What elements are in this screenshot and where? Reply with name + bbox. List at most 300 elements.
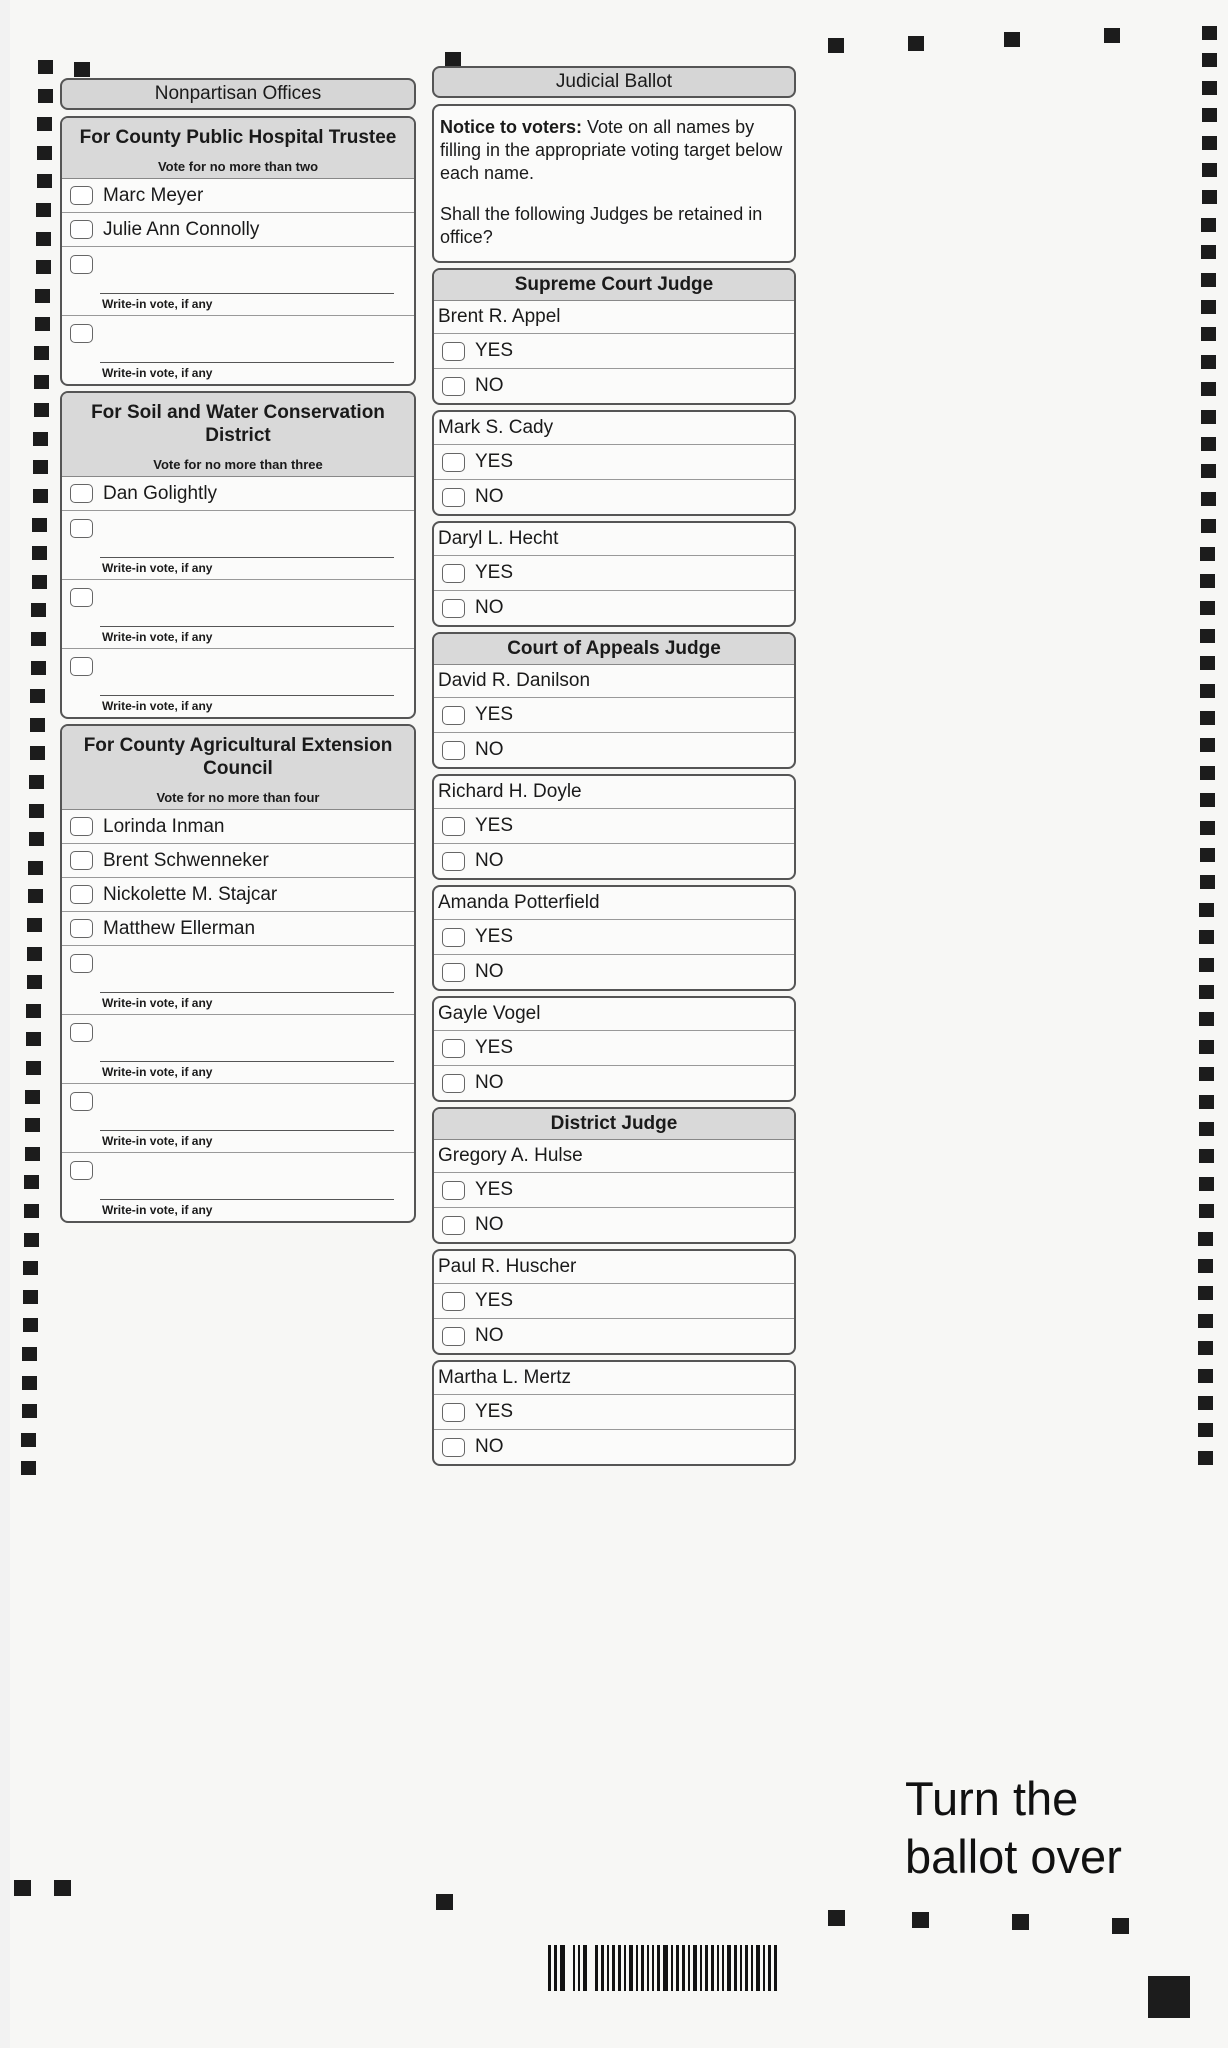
left-timing-mark xyxy=(38,89,53,103)
contest-instruction: Vote for no more than four xyxy=(156,790,320,805)
bottom-timing-mark xyxy=(1112,1918,1129,1934)
vote-target-oval[interactable] xyxy=(442,1327,465,1346)
right-timing-mark xyxy=(1201,218,1216,232)
retain-no-row[interactable] xyxy=(434,1430,794,1464)
candidate-name: Matthew Ellerman xyxy=(103,917,256,939)
right-timing-mark xyxy=(1199,1095,1214,1109)
left-timing-mark xyxy=(23,1290,38,1304)
vote-target-oval[interactable] xyxy=(70,186,93,205)
left-timing-mark xyxy=(29,804,44,818)
write-in-label: Write-in vote, if any xyxy=(102,561,213,575)
contest-header xyxy=(62,726,414,810)
judge-retention-box xyxy=(432,410,796,516)
left-timing-mark xyxy=(36,203,51,217)
office-title: Supreme Court Judge xyxy=(434,270,794,301)
barcode-bar xyxy=(676,1945,679,1991)
right-timing-mark xyxy=(1198,1341,1213,1355)
right-timing-mark xyxy=(1202,26,1217,40)
write-in-row[interactable] xyxy=(62,580,414,649)
candidate-name: Nickolette M. Stajcar xyxy=(103,883,278,905)
right-timing-mark xyxy=(1198,1451,1213,1465)
office-title: Court of Appeals Judge xyxy=(434,634,794,665)
vote-target-oval[interactable] xyxy=(442,599,465,618)
contest-box xyxy=(60,116,416,386)
write-in-line[interactable] xyxy=(100,1130,394,1131)
left-timing-mark xyxy=(24,1233,39,1247)
right-timing-mark xyxy=(1200,711,1215,725)
right-timing-mark xyxy=(1201,464,1216,478)
left-timing-mark xyxy=(26,1004,41,1018)
retain-no-row[interactable] xyxy=(434,591,794,625)
right-timing-mark xyxy=(1198,1314,1213,1328)
no-label: NO xyxy=(475,486,504,507)
barcode-bar xyxy=(763,1945,765,1991)
write-in-line[interactable] xyxy=(100,293,394,294)
left-timing-mark xyxy=(31,632,46,646)
candidate-row[interactable] xyxy=(62,477,414,511)
left-timing-mark xyxy=(25,1118,40,1132)
retain-no-row[interactable] xyxy=(434,369,794,403)
barcode-bar xyxy=(688,1945,690,1991)
yes-label: YES xyxy=(475,1179,514,1200)
barcode-bar xyxy=(745,1945,748,1991)
write-in-oval[interactable] xyxy=(70,657,93,676)
candidate-name: Dan Golightly xyxy=(103,482,218,504)
right-timing-mark xyxy=(1198,1396,1213,1410)
write-in-line[interactable] xyxy=(100,557,394,558)
left-timing-mark xyxy=(24,1175,39,1189)
office-title: District Judge xyxy=(434,1109,794,1140)
left-timing-mark xyxy=(22,1376,37,1390)
write-in-label: Write-in vote, if any xyxy=(102,297,213,311)
left-timing-mark xyxy=(29,832,44,846)
vote-target-oval[interactable] xyxy=(442,1216,465,1235)
write-in-line[interactable] xyxy=(100,626,394,627)
yes-label: YES xyxy=(475,1037,514,1058)
barcode-bar xyxy=(647,1945,649,1991)
right-timing-mark xyxy=(1199,1122,1214,1136)
judge-retention-box xyxy=(432,774,796,880)
judicial-header: Judicial Ballot xyxy=(432,66,796,98)
barcode-bar xyxy=(618,1945,621,1991)
right-timing-mark xyxy=(1199,930,1214,944)
write-in-row[interactable] xyxy=(62,946,414,1015)
right-timing-mark xyxy=(1200,875,1215,889)
right-timing-mark xyxy=(1201,245,1216,259)
vote-target-oval[interactable] xyxy=(442,706,465,725)
retain-yes-row[interactable] xyxy=(434,334,794,369)
yes-label: YES xyxy=(475,815,514,836)
write-in-oval[interactable] xyxy=(70,324,93,343)
left-timing-mark xyxy=(22,1404,37,1418)
barcode-bar xyxy=(583,1945,587,1991)
judge-retention-box xyxy=(432,1107,796,1244)
left-timing-mark xyxy=(31,603,46,617)
left-timing-mark xyxy=(33,489,48,503)
barcode-bar xyxy=(700,1945,702,1991)
left-timing-mark xyxy=(33,460,48,474)
vote-target-oval[interactable] xyxy=(70,885,93,904)
retain-no-row[interactable] xyxy=(434,480,794,514)
barcode-bar xyxy=(548,1945,551,1991)
judge-name: Paul R. Huscher xyxy=(434,1251,794,1284)
right-timing-mark xyxy=(1200,574,1215,588)
candidate-row[interactable] xyxy=(62,213,414,247)
write-in-oval[interactable] xyxy=(70,1092,93,1111)
yes-label: YES xyxy=(475,1401,514,1422)
yes-label: YES xyxy=(475,451,514,472)
barcode-bar xyxy=(693,1945,697,1991)
write-in-line[interactable] xyxy=(100,992,394,993)
barcode xyxy=(548,1945,780,1991)
left-timing-mark xyxy=(24,1204,39,1218)
judge-name: Mark S. Cady xyxy=(434,412,794,445)
barcode-bar xyxy=(601,1945,604,1991)
write-in-label: Write-in vote, if any xyxy=(102,366,213,380)
left-timing-mark xyxy=(37,117,52,131)
contest-title: For Soil and Water Conservation District xyxy=(91,402,385,446)
candidate-row[interactable] xyxy=(62,844,414,878)
no-label: NO xyxy=(475,1436,504,1457)
candidate-row[interactable] xyxy=(62,878,414,912)
contest-header xyxy=(62,118,414,179)
right-timing-mark xyxy=(1202,136,1217,150)
vote-target-oval[interactable] xyxy=(442,1181,465,1200)
barcode-bar xyxy=(711,1945,714,1991)
left-timing-mark xyxy=(32,575,47,589)
candidate-row[interactable] xyxy=(62,810,414,844)
right-timing-mark xyxy=(1201,300,1216,314)
yes-label: YES xyxy=(475,562,514,583)
contest-instruction: Vote for no more than two xyxy=(157,159,319,174)
right-timing-mark xyxy=(1201,327,1216,341)
retain-no-row[interactable] xyxy=(434,1319,794,1353)
right-timing-mark xyxy=(1199,1012,1214,1026)
barcode-bar xyxy=(756,1945,760,1991)
write-in-oval[interactable] xyxy=(70,255,93,274)
barcode-bar xyxy=(652,1945,654,1991)
left-timing-mark xyxy=(36,260,51,274)
vote-target-oval[interactable] xyxy=(442,342,465,361)
top-timing-mark xyxy=(445,52,461,67)
barcode-bar xyxy=(705,1945,708,1991)
contest-header xyxy=(62,393,414,477)
write-in-line[interactable] xyxy=(100,362,394,363)
vote-target-oval[interactable] xyxy=(70,851,93,870)
vote-target-oval[interactable] xyxy=(442,1292,465,1311)
retain-yes-row[interactable] xyxy=(434,1395,794,1430)
barcode-bar xyxy=(682,1945,685,1991)
write-in-oval[interactable] xyxy=(70,1161,93,1180)
left-timing-mark xyxy=(34,403,49,417)
left-timing-mark xyxy=(35,289,50,303)
vote-target-oval[interactable] xyxy=(70,220,93,239)
right-timing-mark xyxy=(1200,848,1215,862)
write-in-label: Write-in vote, if any xyxy=(102,1203,213,1217)
vote-target-oval[interactable] xyxy=(70,484,93,503)
barcode-bar xyxy=(734,1945,737,1991)
right-timing-mark xyxy=(1201,492,1216,506)
right-timing-mark xyxy=(1202,163,1217,177)
right-timing-mark xyxy=(1202,53,1217,67)
vote-target-oval[interactable] xyxy=(442,928,465,947)
nonpartisan-column xyxy=(60,78,416,1228)
yes-label: YES xyxy=(475,340,514,361)
notice-text: Vote on all names by filling in the appropriate voting target below each name. xyxy=(440,117,783,183)
contest-box xyxy=(60,391,416,719)
retain-no-row[interactable] xyxy=(434,733,794,767)
write-in-oval[interactable] xyxy=(70,1023,93,1042)
left-timing-mark xyxy=(31,661,46,675)
write-in-oval[interactable] xyxy=(70,519,93,538)
judge-retention-box xyxy=(432,521,796,627)
judge-retention-box xyxy=(432,885,796,991)
right-timing-mark xyxy=(1201,273,1216,287)
top-timing-mark xyxy=(1004,32,1020,47)
right-timing-mark xyxy=(1198,1286,1213,1300)
judge-name: Amanda Potterfield xyxy=(434,887,794,920)
yes-label: YES xyxy=(475,926,514,947)
notice-bold: Notice to voters: xyxy=(440,117,583,137)
right-timing-mark xyxy=(1201,355,1216,369)
no-label: NO xyxy=(475,1325,504,1346)
candidate-row[interactable] xyxy=(62,179,414,213)
right-timing-mark xyxy=(1200,738,1215,752)
judicial-column xyxy=(432,66,796,1471)
contest-title: For County Public Hospital Trustee xyxy=(79,127,397,148)
left-timing-mark xyxy=(34,375,49,389)
judge-name: Gregory A. Hulse xyxy=(434,1140,794,1173)
corner-registration-mark xyxy=(1148,1976,1190,2018)
retain-no-row[interactable] xyxy=(434,955,794,989)
write-in-row[interactable] xyxy=(62,511,414,580)
left-timing-mark xyxy=(30,718,45,732)
right-timing-mark xyxy=(1199,1040,1214,1054)
vote-target-oval[interactable] xyxy=(70,817,93,836)
right-timing-mark xyxy=(1202,81,1217,95)
retain-yes-row[interactable] xyxy=(434,445,794,480)
contest-title: For County Agricultural Extension Council xyxy=(83,735,393,779)
judge-name: Gayle Vogel xyxy=(434,998,794,1031)
vote-target-oval[interactable] xyxy=(442,817,465,836)
judge-name: Daryl L. Hecht xyxy=(434,523,794,556)
yes-label: YES xyxy=(475,1290,514,1311)
right-timing-mark xyxy=(1199,1149,1214,1163)
vote-target-oval[interactable] xyxy=(442,741,465,760)
right-timing-mark xyxy=(1200,684,1215,698)
right-timing-mark xyxy=(1198,1369,1213,1383)
right-timing-mark xyxy=(1198,1232,1213,1246)
right-timing-mark xyxy=(1202,190,1217,204)
vote-target-oval[interactable] xyxy=(442,377,465,396)
vote-target-oval[interactable] xyxy=(442,852,465,871)
left-timing-mark xyxy=(32,518,47,532)
no-label: NO xyxy=(475,850,504,871)
no-label: NO xyxy=(475,1072,504,1093)
barcode-bar xyxy=(751,1945,753,1991)
no-label: NO xyxy=(475,961,504,982)
write-in-oval[interactable] xyxy=(70,954,93,973)
left-timing-mark xyxy=(23,1261,38,1275)
write-in-label: Write-in vote, if any xyxy=(102,630,213,644)
barcode-bar xyxy=(578,1945,580,1991)
notice-to-voters xyxy=(432,104,796,263)
left-timing-mark xyxy=(30,689,45,703)
left-timing-mark xyxy=(26,1061,41,1075)
right-timing-mark xyxy=(1200,766,1215,780)
left-timing-mark xyxy=(30,746,45,760)
write-in-row[interactable] xyxy=(62,1015,414,1084)
retain-yes-row[interactable] xyxy=(434,698,794,733)
turn-ballot-over xyxy=(905,1770,1122,1886)
right-timing-mark xyxy=(1201,410,1216,424)
barcode-bar xyxy=(657,1945,660,1991)
write-in-row[interactable] xyxy=(62,1153,414,1221)
left-timing-mark xyxy=(28,861,43,875)
retain-yes-row[interactable] xyxy=(434,920,794,955)
left-timing-mark xyxy=(32,546,47,560)
write-in-row[interactable] xyxy=(62,649,414,717)
no-label: NO xyxy=(475,1214,504,1235)
right-timing-mark xyxy=(1199,1204,1214,1218)
right-timing-mark xyxy=(1198,1259,1213,1273)
right-timing-mark xyxy=(1200,793,1215,807)
right-timing-mark xyxy=(1201,382,1216,396)
judge-name: Richard H. Doyle xyxy=(434,776,794,809)
candidate-name: Julie Ann Connolly xyxy=(103,218,260,240)
write-in-line[interactable] xyxy=(100,695,394,696)
top-timing-mark xyxy=(908,36,924,51)
barcode-bar xyxy=(671,1945,673,1991)
vote-target-oval[interactable] xyxy=(442,564,465,583)
vote-target-oval[interactable] xyxy=(442,1039,465,1058)
vote-target-oval[interactable] xyxy=(442,1074,465,1093)
barcode-bar xyxy=(629,1945,633,1991)
vote-target-oval[interactable] xyxy=(442,453,465,472)
right-timing-mark xyxy=(1200,629,1215,643)
vote-target-oval[interactable] xyxy=(442,963,465,982)
bottom-timing-mark xyxy=(14,1880,31,1896)
bottom-timing-mark xyxy=(436,1894,453,1910)
write-in-label: Write-in vote, if any xyxy=(102,1134,213,1148)
left-timing-mark xyxy=(29,775,44,789)
write-in-label: Write-in vote, if any xyxy=(102,1065,213,1079)
retain-yes-row[interactable] xyxy=(434,556,794,591)
barcode-bar xyxy=(641,1945,644,1991)
left-timing-mark xyxy=(26,1032,41,1046)
write-in-label: Write-in vote, if any xyxy=(102,699,213,713)
left-timing-mark xyxy=(21,1433,36,1447)
retain-no-row[interactable] xyxy=(434,1208,794,1242)
write-in-row[interactable] xyxy=(62,1084,414,1153)
left-timing-mark xyxy=(23,1318,38,1332)
top-timing-mark xyxy=(828,38,844,53)
left-timing-mark xyxy=(27,918,42,932)
write-in-row[interactable] xyxy=(62,247,414,316)
no-label: NO xyxy=(475,375,504,396)
write-in-line[interactable] xyxy=(100,1199,394,1200)
candidate-name: Brent Schwenneker xyxy=(103,849,269,871)
judge-retention-box xyxy=(432,632,796,769)
nonpartisan-header: Nonpartisan Offices xyxy=(60,78,416,110)
barcode-bar xyxy=(740,1945,742,1991)
candidate-name: Lorinda Inman xyxy=(103,815,225,837)
bottom-timing-mark xyxy=(828,1910,845,1926)
vote-target-oval[interactable] xyxy=(442,488,465,507)
right-timing-mark xyxy=(1200,547,1215,561)
right-timing-mark xyxy=(1198,1423,1213,1437)
judge-retention-box xyxy=(432,996,796,1102)
left-timing-mark xyxy=(36,232,51,246)
barcode-bar xyxy=(768,1945,771,1991)
write-in-oval[interactable] xyxy=(70,588,93,607)
vote-target-oval[interactable] xyxy=(442,1403,465,1422)
judge-retention-box xyxy=(432,268,796,405)
retain-yes-row[interactable] xyxy=(434,1173,794,1208)
write-in-row[interactable] xyxy=(62,316,414,384)
left-timing-mark xyxy=(35,317,50,331)
no-label: NO xyxy=(475,597,504,618)
barcode-bar xyxy=(612,1945,615,1991)
left-timing-mark xyxy=(27,947,42,961)
candidate-row[interactable] xyxy=(62,912,414,946)
right-timing-mark xyxy=(1200,656,1215,670)
barcode-bar xyxy=(573,1945,575,1991)
turn-line-1: Turn the xyxy=(905,1772,1079,1825)
right-timing-mark xyxy=(1202,108,1217,122)
left-timing-mark xyxy=(28,889,43,903)
right-timing-mark xyxy=(1199,958,1214,972)
write-in-line[interactable] xyxy=(100,1061,394,1062)
retain-yes-row[interactable] xyxy=(434,1031,794,1066)
right-timing-mark xyxy=(1199,1177,1214,1191)
yes-label: YES xyxy=(475,704,514,725)
right-timing-mark xyxy=(1200,601,1215,615)
left-timing-mark xyxy=(27,975,42,989)
right-timing-mark xyxy=(1199,985,1214,999)
judge-retention-box xyxy=(432,1360,796,1466)
right-timing-mark xyxy=(1200,821,1215,835)
vote-target-oval[interactable] xyxy=(442,1438,465,1457)
barcode-bar xyxy=(560,1945,565,1991)
left-timing-mark xyxy=(22,1347,37,1361)
left-timing-mark xyxy=(33,432,48,446)
barcode-bar xyxy=(636,1945,638,1991)
contest-instruction: Vote for no more than three xyxy=(153,457,323,472)
left-timing-mark xyxy=(38,60,53,74)
right-timing-mark xyxy=(1199,1067,1214,1081)
vote-target-oval[interactable] xyxy=(70,919,93,938)
retain-yes-row[interactable] xyxy=(434,1284,794,1319)
retain-no-row[interactable] xyxy=(434,844,794,878)
top-timing-mark xyxy=(74,62,90,77)
candidate-name: Marc Meyer xyxy=(103,184,204,206)
right-timing-mark xyxy=(1201,519,1216,533)
judge-name: David R. Danilson xyxy=(434,665,794,698)
barcode-bar xyxy=(727,1945,731,1991)
barcode-bar xyxy=(663,1945,668,1991)
no-label: NO xyxy=(475,739,504,760)
left-timing-mark xyxy=(25,1147,40,1161)
left-timing-mark xyxy=(37,174,52,188)
left-timing-mark xyxy=(25,1090,40,1104)
right-timing-mark xyxy=(1201,437,1216,451)
right-timing-mark xyxy=(1199,903,1214,917)
retain-yes-row[interactable] xyxy=(434,809,794,844)
barcode-bar xyxy=(595,1945,598,1991)
retain-no-row[interactable] xyxy=(434,1066,794,1100)
bottom-timing-mark xyxy=(54,1880,71,1896)
